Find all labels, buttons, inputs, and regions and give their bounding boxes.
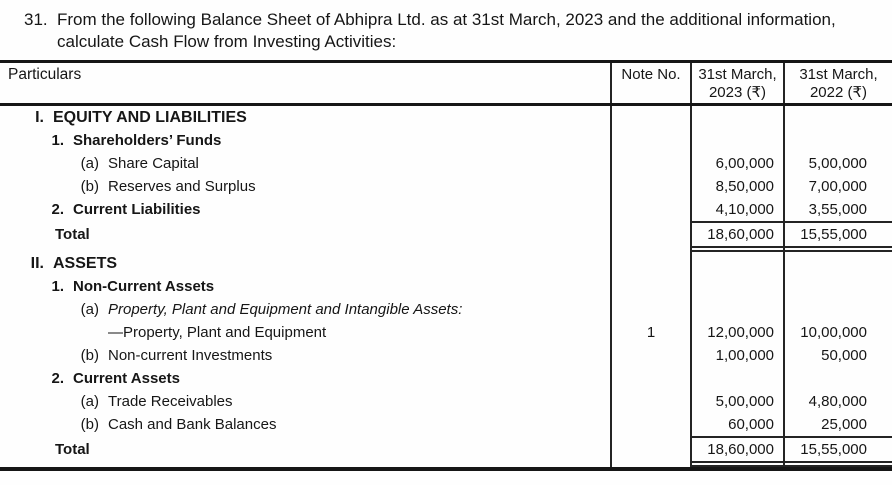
note-cell	[610, 129, 690, 152]
table-row-share-capital	[0, 152, 892, 175]
amount-2022-cell: 4,80,000	[783, 390, 892, 413]
table-row-assets-section	[0, 252, 892, 275]
amount-2023-cell: 60,000	[690, 413, 783, 438]
row-label: Trade Receivables	[108, 393, 233, 410]
header-2022-line1: 31st March,	[799, 66, 878, 83]
row-label: EQUITY AND LIABILITIES	[53, 109, 247, 126]
header-31-march-2022	[783, 63, 892, 103]
note-cell	[610, 367, 690, 390]
amount-2023-cell	[690, 106, 783, 129]
amount-2023-cell: 8,50,000	[690, 175, 783, 198]
row-label: Share Capital	[108, 155, 199, 172]
header-2022-line2: 2022 (₹)	[809, 84, 868, 101]
note-cell	[610, 344, 690, 367]
amount-2022-cell: 10,00,000	[783, 321, 892, 344]
row-marker: I.	[35, 109, 44, 126]
amount-2022-cell: 15,55,000	[783, 223, 892, 246]
row-marker: II.	[30, 255, 44, 272]
amount-2022-cell	[783, 252, 892, 275]
amount-2023-cell: 18,60,000	[690, 438, 783, 461]
row-label: —Property, Plant and Equipment	[108, 324, 327, 341]
row-marker	[0, 438, 46, 461]
amount-2023-cell	[690, 298, 783, 321]
amount-2023-cell	[690, 252, 783, 275]
table-row-cash-bank-balances	[0, 413, 892, 438]
balance-sheet-table	[0, 60, 892, 471]
note-cell	[610, 175, 690, 198]
table-row-total-equity-liabilities	[0, 223, 892, 246]
table-row-current-assets	[0, 367, 892, 390]
question-line-2: calculate Cash Flow from Investing Activities:	[57, 32, 397, 51]
header-note-no: Note No.	[610, 63, 690, 103]
amount-2022-cell: 5,00,000	[783, 152, 892, 175]
row-label: Current Liabilities	[73, 201, 201, 218]
row-marker: 1.	[51, 132, 64, 149]
row-label: Reserves and Surplus	[108, 178, 256, 195]
table-row-non-current-assets	[0, 275, 892, 298]
row-marker: (a)	[80, 393, 99, 410]
note-cell	[610, 198, 690, 223]
amount-2023-cell: 1,00,000	[690, 344, 783, 367]
row-label: Non-current Investments	[108, 347, 273, 364]
amount-2022-cell	[783, 275, 892, 298]
row-marker: (b)	[80, 416, 99, 433]
amount-2023-cell: 4,10,000	[690, 198, 783, 223]
header-2023-line2: 2023 (₹)	[708, 84, 767, 101]
note-cell	[610, 298, 690, 321]
row-marker: (a)	[80, 301, 99, 318]
question-number: 31.	[24, 10, 48, 29]
note-cell	[610, 438, 690, 461]
row-marker: 2.	[51, 370, 64, 387]
row-label: Current Assets	[73, 370, 180, 387]
amount-2022-cell	[783, 367, 892, 390]
header-2023-line1: 31st March,	[698, 66, 777, 83]
row-label: Total	[55, 226, 90, 243]
table-row-non-current-investments	[0, 344, 892, 367]
question-text	[57, 9, 886, 53]
note-cell	[610, 106, 690, 129]
amount-2023-cell: 18,60,000	[690, 223, 783, 246]
row-marker	[0, 321, 99, 344]
header-31-march-2023	[690, 63, 783, 103]
amount-2022-cell	[783, 129, 892, 152]
row-label: Non-Current Assets	[73, 278, 215, 295]
note-cell: 1	[610, 321, 690, 344]
table-header-row	[0, 63, 892, 106]
note-cell	[610, 252, 690, 275]
double-rule-row	[0, 461, 892, 467]
amount-2022-cell: 50,000	[783, 344, 892, 367]
row-label: Shareholders’ Funds	[73, 132, 222, 149]
question	[0, 0, 892, 60]
row-label: ASSETS	[53, 255, 118, 272]
table-row-total-assets	[0, 438, 892, 461]
row-marker: (a)	[80, 155, 99, 172]
header-particulars: Particulars	[8, 66, 82, 83]
amount-2023-cell	[690, 367, 783, 390]
amount-2023-cell	[690, 275, 783, 298]
note-cell	[610, 152, 690, 175]
question-line-1: From the following Balance Sheet of Abhipra Ltd. as at 31st March, 2023 and the additional information,	[57, 10, 836, 29]
amount-2023-cell: 5,00,000	[690, 390, 783, 413]
amount-2022-cell: 25,000	[783, 413, 892, 438]
note-cell	[610, 275, 690, 298]
amount-2023-cell: 6,00,000	[690, 152, 783, 175]
row-label: Property, Plant and Equipment and Intangible Assets:	[108, 301, 463, 318]
table-row-property-plant-equipment	[0, 321, 892, 344]
table-row-current-liabilities	[0, 198, 892, 223]
amount-2022-cell	[783, 298, 892, 321]
row-marker: 2.	[51, 201, 64, 218]
row-marker: (b)	[80, 347, 99, 364]
amount-2022-cell: 7,00,000	[783, 175, 892, 198]
amount-2023-cell: 12,00,000	[690, 321, 783, 344]
table-row-shareholders-funds	[0, 129, 892, 152]
amount-2023-cell	[690, 129, 783, 152]
row-marker: 1.	[51, 278, 64, 295]
note-cell	[610, 223, 690, 246]
row-marker: (b)	[80, 178, 99, 195]
table-row-equity-liabilities-section	[0, 106, 892, 129]
table-row-ppe-intangible-heading	[0, 298, 892, 321]
row-marker	[0, 223, 46, 246]
row-label: Cash and Bank Balances	[108, 416, 277, 433]
table-row-trade-receivables	[0, 390, 892, 413]
amount-2022-cell	[783, 106, 892, 129]
note-cell	[610, 413, 690, 438]
table-row-reserves-surplus	[0, 175, 892, 198]
amount-2022-cell: 3,55,000	[783, 198, 892, 223]
row-label: Total	[55, 441, 90, 458]
amount-2022-cell: 15,55,000	[783, 438, 892, 461]
note-cell	[610, 390, 690, 413]
